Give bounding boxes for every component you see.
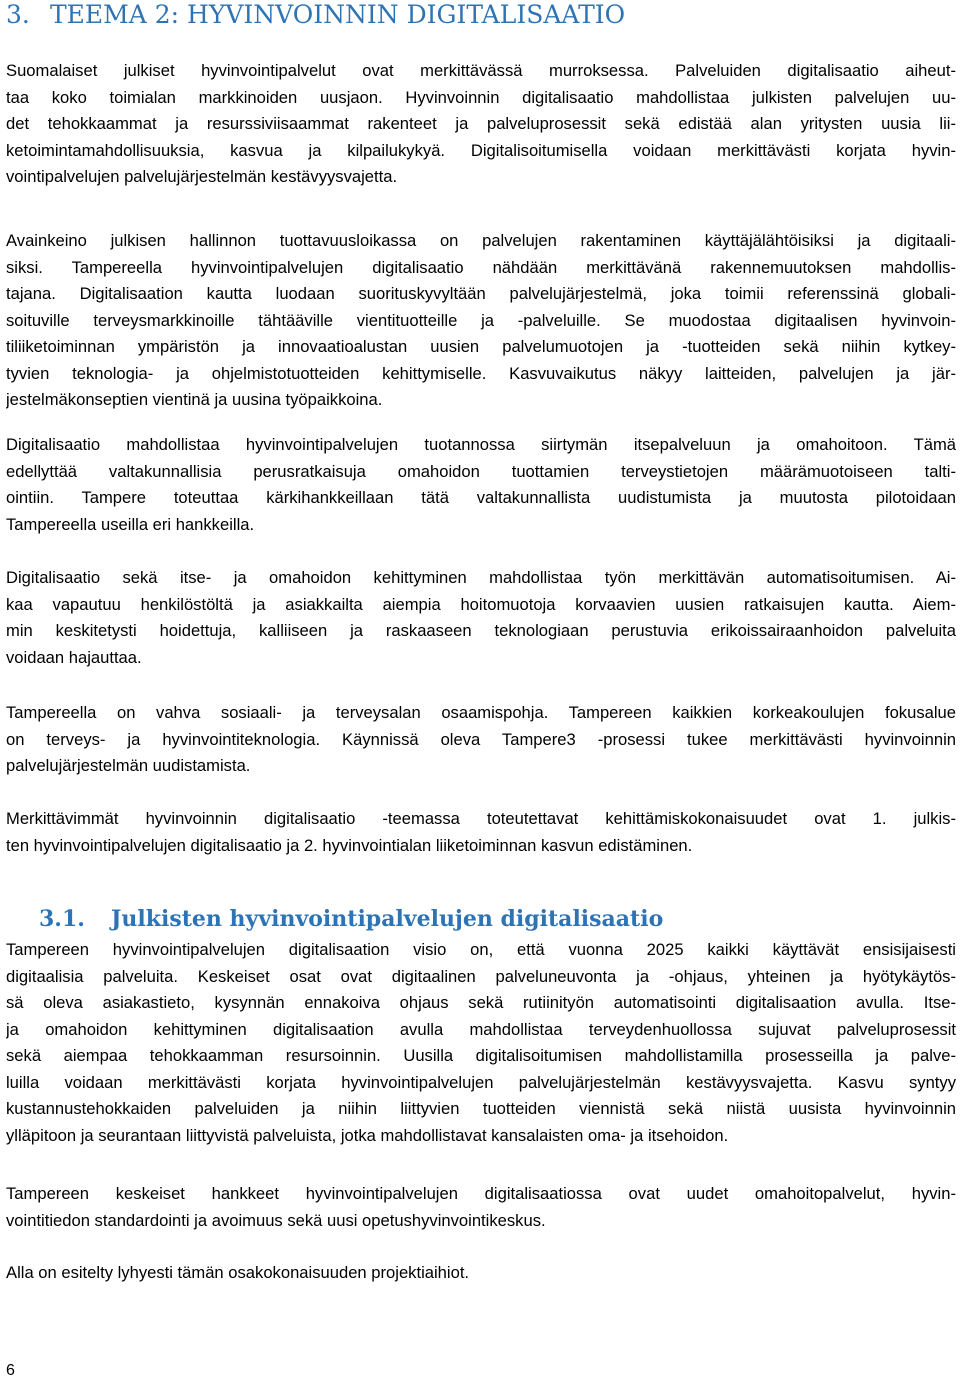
paragraph xyxy=(6,937,956,1149)
paragraph-line: sekä aiempaa tehokkaamman resursoinnin. Uusilla digitalisoitumisen mahdollistamilla prosesseilla ja palve- xyxy=(6,1046,956,1065)
paragraph-line: kaa vapautuu henkilöstöltä ja asiakkailta aiempia hoitomuotoja korvaavien uusien ratkaisujen kautta. Aiem- xyxy=(6,594,956,614)
paragraph-line: vointipalvelujen palvelujärjestelmän kestävyysvajetta. xyxy=(6,167,398,186)
paragraph-line: Suomalaiset julkiset hyvinvointipalvelut ovat merkittävässä murroksessa. Palveluiden digitalisaatio aiheut- xyxy=(6,61,956,80)
subsection-title: Julkisten hyvinvointipalvelujen digitalisaatio xyxy=(111,906,664,932)
paragraph-line: Tampereella on vahva sosiaali- ja terveysalan osaamispohja. Tampereen kaikkien korkeakoulujen fokusalue xyxy=(6,703,956,722)
paragraph-line: tajana. Digitalisaation kautta luodaan suorituskyvyltään palvelujärjestelmä, joka toimii referenssinä globali- xyxy=(6,284,956,303)
paragraph-line: Merkittävimmät hyvinvoinnin digitalisaatio -teemassa toteutettavat kehittämiskokonaisuudet ovat 1. julkis- xyxy=(6,809,956,828)
paragraph-line: ten hyvinvointipalvelujen digitalisaatio ja 2. hyvinvointialan liiketoiminnan kasvun edistäminen. xyxy=(6,835,693,855)
paragraph-line: jestelmäkonseptien vientinä ja uusina työpaikkoina. xyxy=(6,390,383,409)
paragraph-line: vointitiedon standardointi ja avoimuus sekä uusi opetushyvinvointikeskus. xyxy=(6,1210,546,1230)
paragraph-line: digitaalisia palveluita. Keskeiset osat ovat digitaalinen palveluneuvonta ja -ohjaus, yhteinen ja hyötykäytös- xyxy=(6,966,956,986)
paragraph-line: kustannustehokkaiden palveluiden ja niihin liittyvien tuotteiden viennistä sekä niistä uusista hyvinvoinnin xyxy=(6,1099,956,1118)
paragraph-line: Alla on esitelty lyhyesti tämän osakokonaisuuden projektiaihiot. xyxy=(6,1263,470,1282)
paragraph-line: Digitalisaatio sekä itse- ja omahoidon kehittyminen mahdollistaa työn merkittävän automatisoitumisen. Ai- xyxy=(6,568,956,587)
paragraph-line: Digitalisaatio mahdollistaa hyvinvointipalvelujen tuotannossa siirtymän itsepalveluun ja omahoitoon. Tämä xyxy=(6,435,956,454)
subsection-number: 3.1. xyxy=(39,906,85,932)
paragraph-line: on terveys- ja hyvinvointiteknologia. Käynnissä oleva Tampere3 -prosessi tukee merkittävästi hyvinvoinnin xyxy=(6,729,956,749)
paragraph-line: ointiin. Tampere toteuttaa kärkihankkeillaan tätä valtakunnallista uudistumista ja muutosta pilotoidaan xyxy=(6,488,956,507)
paragraph-line: edellyttää valtakunnallisia perusratkaisuja omahoidon tuottamien terveystietojen määrämuotoiseen talti- xyxy=(6,461,956,481)
paragraph xyxy=(6,58,956,191)
paragraph-line: Tampereella useilla eri hankkeilla. xyxy=(6,514,255,534)
paragraph-line: Tampereen hyvinvointipalvelujen digitalisaation visio on, että vuonna 2025 kaikki käyttävät ensisijaisesti xyxy=(6,940,956,959)
paragraph xyxy=(6,700,956,780)
paragraph-line: soituville terveysmarkkinoille tähtääville vientituotteille ja -palveluille. Se muodostaa digitaalisen hyvinvoin- xyxy=(6,310,956,330)
paragraph-line: tiliiketoiminnan ympäristön ja innovaatioalustan uusien palvelumuotojen ja -tuotteiden sekä niihin kytkey- xyxy=(6,337,956,356)
paragraph-line: luilla voidaan merkittävästi korjata hyvinvointipalvelujen palvelujärjestelmän kestävyysvajetta. Kasvu syntyy xyxy=(6,1072,956,1092)
section-heading xyxy=(6,0,625,30)
paragraph-line: tyvien teknologia- ja ohjelmistotuotteiden kehittymiselle. Kasvuvaikutus näkyy laitteiden, palvelujen ja jär- xyxy=(6,363,956,383)
section-title: TEEMA 2: HYVINVOINNIN DIGITALISAATIO xyxy=(50,0,626,29)
paragraph-line: ja omahoidon kehittyminen digitalisaation avulla mahdollistaa terveydenhuollossa sujuvat palveluprosessit xyxy=(6,1019,956,1039)
paragraph xyxy=(6,565,956,671)
paragraph-line: Tampereen keskeiset hankkeet hyvinvointipalvelujen digitalisaatiossa ovat uudet omahoitopalvelut, hyvin- xyxy=(6,1184,956,1203)
section-number: 3. xyxy=(6,0,30,29)
paragraph-line: det tehokkaammat ja resurssiviisaammat rakenteet ja palveluprosessit sekä edistää alan yritysten uusia lii- xyxy=(6,114,956,133)
paragraph xyxy=(6,1260,956,1287)
subsection-heading xyxy=(39,904,663,934)
paragraph-line: sä oleva asiakastieto, kysynnän ennakoiva ohjaus sekä rutiinityön automatisointi digitalisaation avulla. Itse- xyxy=(6,993,956,1012)
paragraph-line: min keskitetysti hoidettuja, kalliiseen ja raskaaseen teknologiaan perustuvia erikoissairaanhoidon palveluita xyxy=(6,621,956,640)
paragraph xyxy=(6,432,956,538)
paragraph xyxy=(6,228,956,414)
paragraph-line: taa koko toimialan markkinoiden uusjaon. Hyvinvoinnin digitalisaatio mahdollistaa julkisten palvelujen uu- xyxy=(6,87,956,107)
paragraph-line: ketoimintamahdollisuuksia, kasvua ja kilpailukykyä. Digitalisoitumisella voidaan merkittävästi korjata hyvin- xyxy=(6,140,956,160)
paragraph-line: Avainkeino julkisen hallinnon tuottavuusloikassa on palvelujen rakentaminen käyttäjälähtöisiksi ja digitaali- xyxy=(6,231,956,250)
paragraph-line: palvelujärjestelmän uudistamista. xyxy=(6,756,251,775)
paragraph xyxy=(6,806,956,859)
paragraph-line: ylläpitoon ja seurantaan liittyvistä palveluista, jotka mahdollistavat kansalaisten oma- ja itsehoidon. xyxy=(6,1125,729,1145)
page-number: 6 xyxy=(6,1362,15,1379)
paragraph-line: voidaan hajauttaa. xyxy=(6,647,142,667)
paragraph xyxy=(6,1181,956,1234)
paragraph-line: siksi. Tampereella hyvinvointipalvelujen digitalisaatio nähdään merkittävänä rakennemuutoksen mahdollis- xyxy=(6,257,956,277)
